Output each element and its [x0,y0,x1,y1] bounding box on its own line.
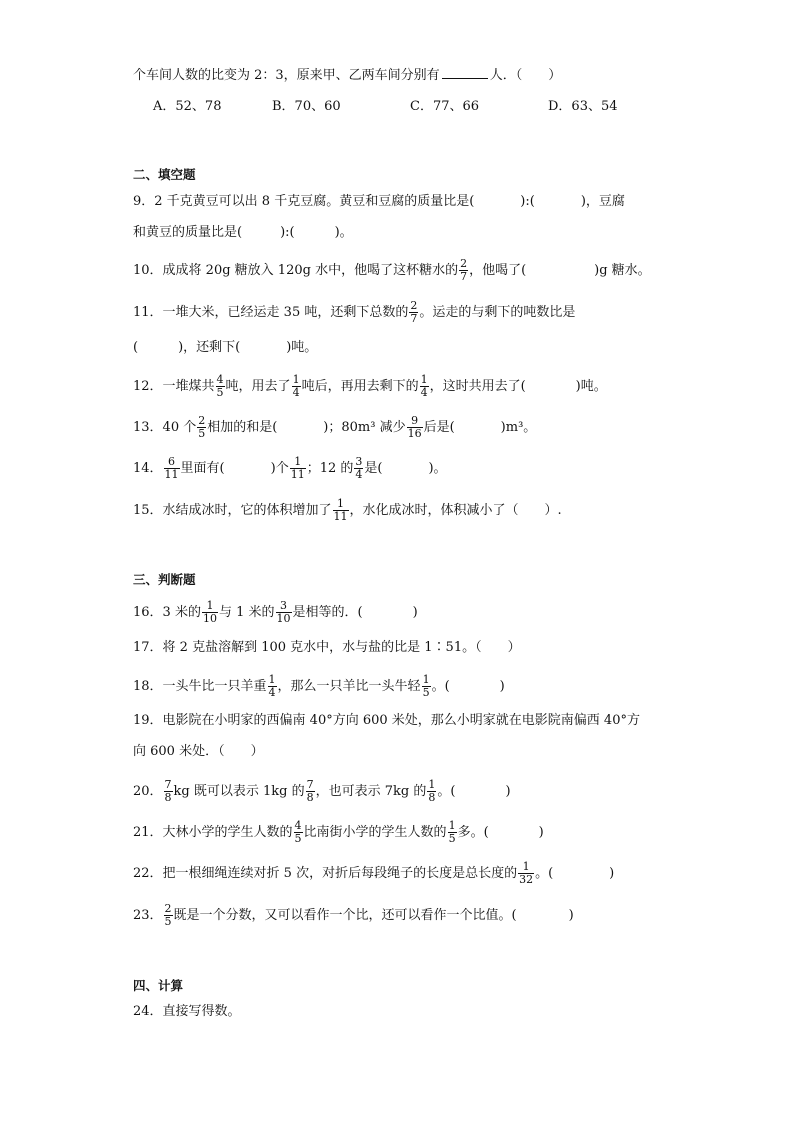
fraction: $\frac{1}{8}$ [428,778,436,804]
fraction: $\frac{4}{5}$ [216,373,224,399]
question-19-line-1: 19．电影院在小明家的西偏南 40°方向 600 米处，那么小明家就在电影院南偏西 40°方 [133,713,640,728]
question-20: 20． $\frac{7}{8}$ kg 既可以表示 1kg 的 $\frac{7}{8}$ ，也可表示 7kg 的 $\frac{1}{8}$ 。( ) [133,778,511,804]
q8-text-b: 人．（ ） [489,68,562,83]
fraction: $\frac{1}{10}$ [202,599,217,625]
fraction: $\frac{1}{5}$ [448,819,456,845]
question-10: 10．成成将 20g 糖放入 120g 水中，他喝了这杯糖水的 $\frac{2}{7}$ ，他喝了( )g 糖水。 [133,257,651,283]
question-14: 14． $\frac{6}{11}$ 里面有( )个 $\frac{1}{11}$ ；12 的 $\frac{3}{4}$ 是( )。 [133,455,447,481]
fraction: $\frac{2}{7}$ [410,299,418,325]
q8-option-b[interactable]: B．70、60 [272,99,341,114]
question-11-line-1: 11．一堆大米，已经运走 35 吨，还剩下总数的 $\frac{2}{7}$ 。运走的与剩下的吨数比是 [133,299,576,325]
fraction: $\frac{2}{7}$ [460,257,468,283]
question-22: 22．把一根细绳连续对折 5 次，对折后每段绳子的长度是总长度的 $\frac{1}{32}$ 。( ) [133,860,615,886]
section-title-calculation: 四、计算 [133,978,184,993]
question-9-line-2: 和黄豆的质量比是( ):( )。 [133,225,353,240]
fraction: $\frac{1}{32}$ [519,860,534,886]
section-title-fill-in: 二、填空题 [133,167,196,182]
fraction: $\frac{3}{4}$ [355,455,363,481]
q8-option-a[interactable]: A．52、78 [153,99,222,114]
fraction: $\frac{2}{5}$ [164,902,172,928]
question-19-line-2: 向 600 米处．（ ） [133,744,264,759]
question-16: 16．3 米的 $\frac{1}{10}$ 与 1 米的 $\frac{3}{10}$ 是相等的．( ) [133,599,418,625]
question-23: 23． $\frac{2}{5}$ 既是一个分数，又可以看作一个比，还可以看作一个比值。( ) [133,902,574,928]
q8-option-d[interactable]: D．63、54 [548,99,618,114]
question-8-continuation [133,66,561,86]
question-12: 12．一堆煤共 $\frac{4}{5}$ 吨，用去了 $\frac{1}{4}$ 吨后，再用去剩下的 $\frac{1}{4}$ ，这时共用去了( )吨。 [133,373,607,399]
question-9-line-1: 9．2 千克黄豆可以出 8 千克豆腐。黄豆和豆腐的质量比是( ):( )，豆腐 [133,194,625,209]
question-21: 21．大林小学的学生人数的 $\frac{4}{5}$ 比南街小学的学生人数的 $\frac{1}{5}$ 多。( ) [133,819,544,845]
fraction: $\frac{1}{4}$ [420,373,428,399]
question-17: 17．将 2 克盐溶解到 100 克水中，水与盐的比是 1∶51。（ ） [133,640,521,655]
fraction: $\frac{2}{5}$ [198,414,206,440]
fraction: $\frac{3}{10}$ [276,599,291,625]
fraction: $\frac{9}{16}$ [407,414,422,440]
question-11-line-2: ( )，还剩下( )吨。 [133,340,318,355]
fraction: $\frac{1}{4}$ [268,673,276,699]
section-title-true-false: 三、判断题 [133,572,196,587]
fraction: $\frac{7}{8}$ [306,778,314,804]
fraction: $\frac{1}{11}$ [290,455,305,481]
q8-option-c[interactable]: C．77、66 [410,99,480,114]
question-15: 15．水结成冰时，它的体积增加了 $\frac{1}{11}$ ，水化成冰时，体积减小了（ ）. [133,497,562,523]
fraction: $\frac{7}{8}$ [164,778,172,804]
fraction: $\frac{1}{4}$ [292,373,300,399]
question-24: 24．直接写得数。 [133,1004,241,1019]
answer-blank[interactable] [442,66,488,79]
q8-text-a: 个车间人数的比变为 2：3，原来甲、乙两车间分别有 [133,68,440,83]
question-13: 13．40 个 $\frac{2}{5}$ 相加的和是( )；80m³ 减少 $\frac{9}{16}$ 后是( )m³。 [133,414,537,440]
fraction: $\frac{1}{11}$ [333,497,348,523]
fraction: $\frac{1}{5}$ [422,673,430,699]
fraction: $\frac{4}{5}$ [294,819,302,845]
question-18: 18．一头牛比一只羊重 $\frac{1}{4}$ ，那么一只羊比一头牛轻 $\frac{1}{5}$ 。( ) [133,673,505,699]
fraction: $\frac{6}{11}$ [164,455,179,481]
